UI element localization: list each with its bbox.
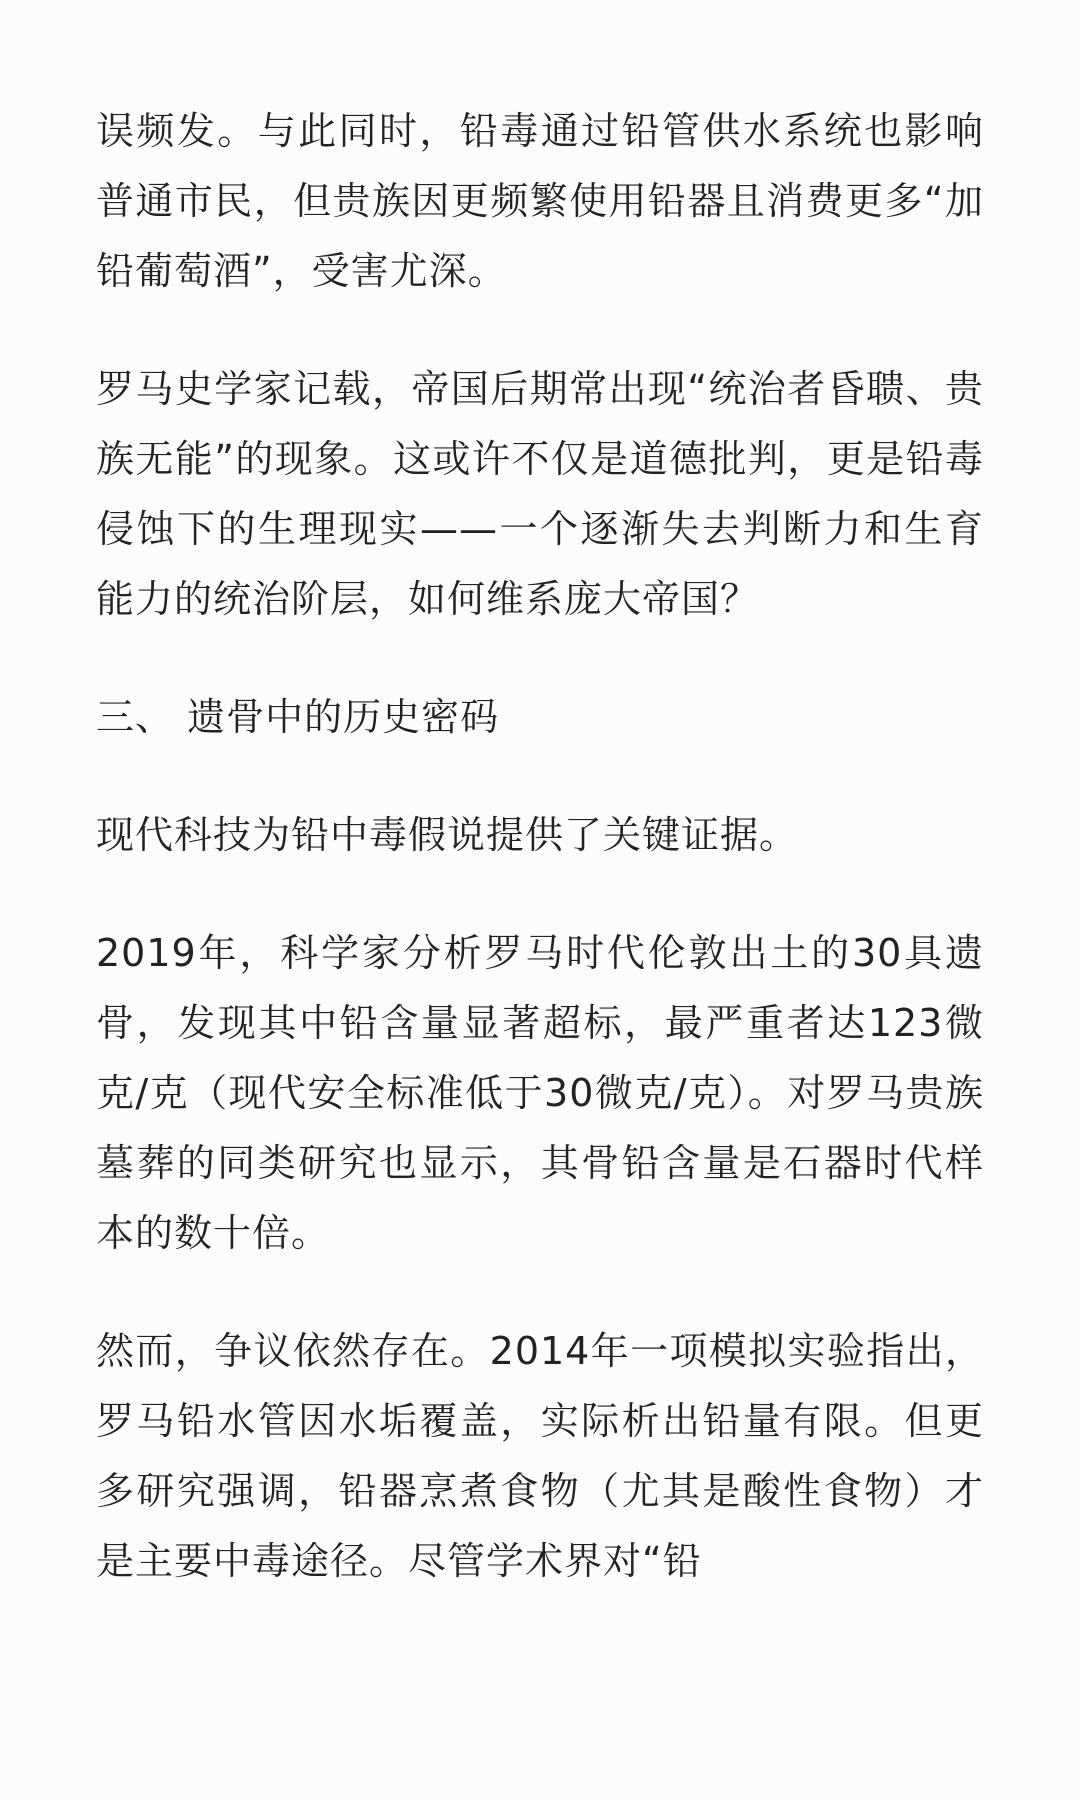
paragraph-2019-study: 2019年，科学家分析罗马时代伦敦出土的30具遗骨，发现其中铅含量显著超标，最严重者达123微克/克（现代安全标准低于30微克/克）。对罗马贵族墓葬的同类研究也显示，其骨铅含量是石器时代样本的数十倍。 xyxy=(96,931,984,1255)
section-heading-bone-code: 三、 遗骨中的历史密码 xyxy=(96,695,500,739)
paragraph-controversy: 然而，争议依然存在。2014年一项模拟实验指出，罗马铅水管因水垢覆盖，实际析出铅量有限。但更多研究强调，铅器烹煮食物（尤其是酸性食物）才是主要中毒途径。尽管学术界对“铅 xyxy=(96,1329,984,1583)
paragraph-modern-evidence: 现代科技为铅中毒假说提供了关键证据。 xyxy=(96,813,799,857)
paragraph-lead-poisoning-nobles: 误频发。与此同时，铅毒通过铅管供水系统也影响普通市民，但贵族因更频繁使用铅器且消费更多“加铅葡萄酒”，受害尤深。 xyxy=(96,109,984,293)
paragraph-historians-record: 罗马史学家记载，帝国后期常出现“统治者昏聩、贵族无能”的现象。这或许不仅是道德批判，更是铅毒侵蚀下的生理现实——一个逐渐失去判断力和生育能力的统治阶层，如何维系庞大帝国？ xyxy=(96,367,984,621)
article-body xyxy=(96,96,984,1644)
